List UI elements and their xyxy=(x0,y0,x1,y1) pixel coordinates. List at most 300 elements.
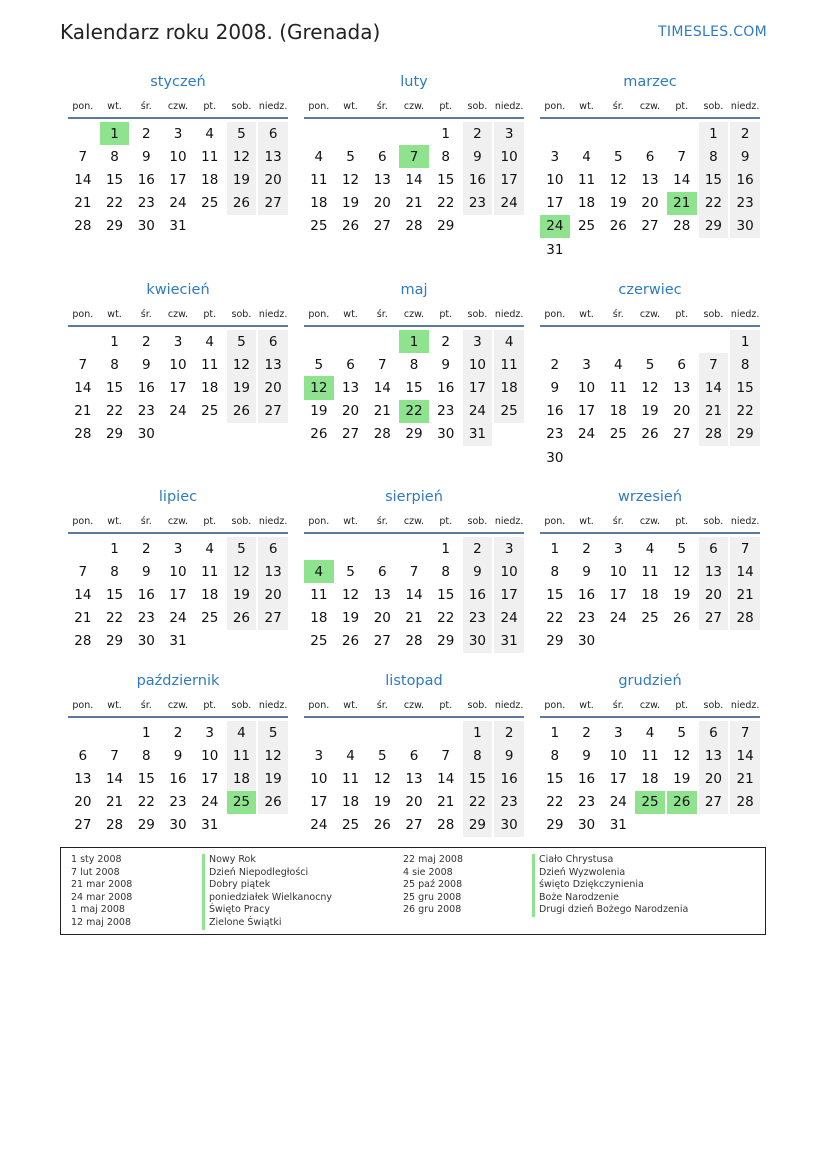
day-cell: 8 xyxy=(730,353,760,376)
weekday-label: śr. xyxy=(612,516,624,527)
day-cell: 27 xyxy=(258,192,288,215)
legend-holiday-name: Zielone Świątki xyxy=(202,917,332,930)
day-cell: 11 xyxy=(609,379,627,396)
day-cell: 21 xyxy=(730,767,760,790)
day-cell: 14 xyxy=(699,376,729,399)
day-cell: 23 xyxy=(137,195,155,212)
day-cell: 19 xyxy=(227,168,257,191)
day-cell: 7 xyxy=(78,356,88,373)
day-cell: 3 xyxy=(173,125,183,142)
site-link[interactable]: TIMESLES.COM xyxy=(658,24,767,40)
weekday-label: sob. xyxy=(467,516,488,527)
day-cell: 13 xyxy=(258,560,288,583)
header-rule xyxy=(304,117,524,119)
day-cell: 23 xyxy=(463,192,493,215)
day-cell: 24 xyxy=(169,195,187,212)
day-cell: 10 xyxy=(494,560,524,583)
day-cell: 7 xyxy=(409,563,419,580)
day-grid xyxy=(303,330,525,446)
day-cell: 20 xyxy=(373,610,391,627)
day-cell: 9 xyxy=(141,148,151,165)
weekday-label: niedz. xyxy=(730,309,760,320)
day-cell: 20 xyxy=(373,195,391,212)
weekday-label: śr. xyxy=(376,309,388,320)
day-cell: 22 xyxy=(699,192,729,215)
day-cell: 7 xyxy=(699,353,729,376)
day-cell: 12 xyxy=(258,744,288,767)
weekday-label: wt. xyxy=(343,101,358,112)
day-cell: 6 xyxy=(409,747,419,764)
day-cell: 4 xyxy=(645,540,655,557)
day-cell: 8 xyxy=(110,356,119,373)
legend-holiday-name: Ciało Chrystusa xyxy=(532,854,688,867)
day-cell: 29 xyxy=(546,633,564,650)
day-cell: 9 xyxy=(463,145,493,168)
weekday-label: śr. xyxy=(612,309,624,320)
legend-date: 24 mar 2008 xyxy=(71,891,133,903)
weekday-label: wt. xyxy=(579,101,594,112)
day-cell: 15 xyxy=(730,376,760,399)
day-cell: 5 xyxy=(227,330,257,353)
day-cell: 10 xyxy=(169,148,187,165)
day-cell: 10 xyxy=(546,171,564,188)
legend-holiday-name: Nowy Rok xyxy=(202,854,332,867)
day-cell: 18 xyxy=(310,610,328,627)
day-cell: 2 xyxy=(494,721,524,744)
day-cell: 8 xyxy=(110,148,119,165)
month-calendar xyxy=(303,281,525,446)
day-cell: 7 xyxy=(78,563,88,580)
day-cell: 17 xyxy=(609,770,627,787)
day-cell: 18 xyxy=(494,376,524,399)
day-cell: 17 xyxy=(169,379,187,396)
day-cell: 15 xyxy=(137,770,155,787)
header-rule xyxy=(304,716,524,718)
day-cell: 19 xyxy=(673,586,691,603)
day-cell: 10 xyxy=(494,145,524,168)
empty-cell xyxy=(540,330,570,353)
day-cell: 3 xyxy=(494,537,524,560)
day-cell: 20 xyxy=(341,403,360,420)
weekday-label: pon. xyxy=(544,700,566,711)
weekday-label: pon. xyxy=(544,516,566,527)
day-cell: 9 xyxy=(141,563,151,580)
day-cell: 2 xyxy=(582,724,591,741)
weekday-header xyxy=(67,516,289,532)
empty-cell xyxy=(304,537,334,560)
weekday-label: śr. xyxy=(140,309,152,320)
day-cell: 27 xyxy=(373,633,391,650)
day-cell: 3 xyxy=(463,330,493,353)
weekday-label: czw. xyxy=(167,101,189,112)
day-cell: 22 xyxy=(437,195,455,212)
header-rule xyxy=(304,325,524,327)
day-cell: 30 xyxy=(577,817,596,834)
day-cell: 31 xyxy=(201,817,219,834)
day-cell: 16 xyxy=(463,583,493,606)
day-cell: 18 xyxy=(201,586,219,603)
day-cell: 13 xyxy=(373,171,391,188)
weekday-label: pon. xyxy=(72,700,94,711)
day-cell: 3 xyxy=(494,122,524,145)
day-cell: 26 xyxy=(258,791,288,814)
day-cell: 17 xyxy=(494,583,524,606)
weekday-label: niedz. xyxy=(494,309,524,320)
day-cell: 30 xyxy=(169,817,187,834)
day-cell: 12 xyxy=(341,586,360,603)
weekday-label: wt. xyxy=(343,700,358,711)
day-cell: 5 xyxy=(677,540,686,557)
day-cell: 15 xyxy=(105,379,124,396)
day-cell: 30 xyxy=(137,633,155,650)
day-cell: 3 xyxy=(205,724,214,741)
weekday-label: pon. xyxy=(308,700,330,711)
day-cell: 26 xyxy=(373,817,391,834)
empty-cell xyxy=(336,721,366,744)
day-cell: 2 xyxy=(730,122,760,145)
weekday-label: pon. xyxy=(308,309,330,320)
day-cell: 11 xyxy=(641,563,659,580)
day-cell: 29 xyxy=(546,817,564,834)
day-cell: 1 xyxy=(730,330,760,353)
day-cell: 7 xyxy=(730,721,760,744)
day-cell: 6 xyxy=(258,537,288,560)
day-cell: 10 xyxy=(577,379,596,396)
weekday-label: pt. xyxy=(675,101,689,112)
day-cell: 28 xyxy=(730,607,760,630)
weekday-label: wt. xyxy=(579,309,594,320)
weekday-label: pon. xyxy=(72,101,94,112)
empty-cell xyxy=(336,122,366,145)
day-cell: 5 xyxy=(346,148,355,165)
month-calendar xyxy=(303,73,525,238)
weekday-label: niedz. xyxy=(258,700,288,711)
weekday-header xyxy=(67,101,289,117)
day-grid xyxy=(67,122,289,238)
day-cell: 29 xyxy=(105,426,124,443)
day-grid xyxy=(303,537,525,653)
day-cell: 27 xyxy=(699,607,729,630)
weekday-label: czw. xyxy=(403,700,425,711)
day-cell: 17 xyxy=(169,171,187,188)
day-cell: 29 xyxy=(463,814,493,837)
empty-cell xyxy=(68,721,98,744)
day-cell: 9 xyxy=(173,747,183,764)
empty-cell xyxy=(68,122,98,145)
month-name: luty xyxy=(400,74,428,90)
day-cell: 19 xyxy=(609,195,627,212)
day-cell: 8 xyxy=(441,563,450,580)
day-cell: 11 xyxy=(227,744,257,767)
day-cell: 18 xyxy=(641,586,659,603)
day-cell: 24 xyxy=(463,400,493,423)
weekday-label: wt. xyxy=(579,516,594,527)
day-cell: 7 xyxy=(110,747,119,764)
day-cell: 23 xyxy=(437,403,455,420)
month-name: kwiecień xyxy=(146,282,210,298)
month-calendar xyxy=(539,488,761,653)
empty-cell xyxy=(572,330,602,353)
day-cell: 21 xyxy=(405,610,423,627)
day-cell: 26 xyxy=(641,426,659,443)
month-name: listopad xyxy=(385,673,443,689)
day-grid xyxy=(67,330,289,446)
day-cell: 19 xyxy=(341,195,360,212)
day-cell: 13 xyxy=(74,770,92,787)
day-cell: 27 xyxy=(373,218,391,235)
day-cell: 23 xyxy=(137,403,155,420)
weekday-label: niedz. xyxy=(730,516,760,527)
weekday-label: pon. xyxy=(308,101,330,112)
day-cell: 15 xyxy=(699,168,729,191)
day-cell: 5 xyxy=(613,148,623,165)
day-cell: 8 xyxy=(409,356,419,373)
day-cell: 20 xyxy=(258,583,288,606)
month-name: październik xyxy=(136,673,220,689)
day-grid xyxy=(67,537,289,653)
day-cell: 14 xyxy=(730,560,760,583)
weekday-label: wt. xyxy=(107,700,122,711)
weekday-label: wt. xyxy=(343,516,358,527)
legend-holiday-name: Boże Narodzenie xyxy=(532,892,688,905)
weekday-label: śr. xyxy=(140,516,152,527)
day-cell: 1 xyxy=(110,333,119,350)
day-cell: 28 xyxy=(437,817,455,834)
weekday-label: czw. xyxy=(403,516,425,527)
day-cell: 1 xyxy=(463,721,493,744)
weekday-label: sob. xyxy=(703,516,724,527)
month-name: maj xyxy=(400,282,428,298)
day-cell: 10 xyxy=(201,747,219,764)
day-cell: 13 xyxy=(258,353,288,376)
day-cell: 20 xyxy=(673,403,691,420)
day-cell: 7 xyxy=(677,148,686,165)
day-cell: 20 xyxy=(74,794,92,811)
legend-date: 25 paź 2008 xyxy=(403,879,463,891)
weekday-label: sob. xyxy=(467,309,488,320)
day-cell: 22 xyxy=(730,400,760,423)
legend-names-left xyxy=(202,854,332,930)
day-cell: 9 xyxy=(582,747,591,764)
day-grid xyxy=(303,122,525,238)
day-cell: 17 xyxy=(577,403,596,420)
day-cell: 31 xyxy=(463,423,493,446)
holiday-legend xyxy=(60,847,766,935)
day-cell: 4 xyxy=(227,721,257,744)
day-cell: 27 xyxy=(74,817,92,834)
weekday-label: sob. xyxy=(231,700,252,711)
day-cell: 17 xyxy=(463,376,493,399)
weekday-label: sob. xyxy=(231,309,252,320)
day-cell: 25 xyxy=(201,195,219,212)
weekday-header xyxy=(539,700,761,716)
day-cell: 6 xyxy=(258,122,288,145)
day-cell: 4 xyxy=(582,148,591,165)
day-cell: 3 xyxy=(173,333,183,350)
day-cell: 8 xyxy=(550,747,560,764)
day-cell: 16 xyxy=(577,770,596,787)
legend-names-right xyxy=(532,854,688,917)
day-cell: 26 xyxy=(673,610,691,627)
page-title: Kalendarz roku 2008. (Grenada) xyxy=(60,20,381,44)
day-cell: 1 xyxy=(441,125,450,142)
day-cell: 28 xyxy=(74,633,92,650)
day-cell: 28 xyxy=(74,218,92,235)
day-cell: 23 xyxy=(577,610,596,627)
month-calendar xyxy=(539,281,761,469)
header-rule xyxy=(304,532,524,534)
day-cell: 11 xyxy=(310,586,328,603)
empty-cell xyxy=(367,721,397,744)
day-cell: 12 xyxy=(227,353,257,376)
day-cell: 25 xyxy=(641,610,659,627)
weekday-label: wt. xyxy=(107,516,122,527)
day-cell: 7 xyxy=(730,537,760,560)
empty-cell xyxy=(399,122,429,145)
day-cell: 15 xyxy=(463,767,493,790)
day-cell: 26 xyxy=(227,192,257,215)
holiday-day-cell: 7 xyxy=(399,145,429,168)
weekday-label: pon. xyxy=(544,101,566,112)
day-cell: 10 xyxy=(463,353,493,376)
weekday-label: sob. xyxy=(703,101,724,112)
day-cell: 18 xyxy=(577,195,596,212)
day-cell: 12 xyxy=(227,145,257,168)
month-calendar xyxy=(539,73,761,261)
day-cell: 21 xyxy=(699,400,729,423)
weekday-label: niedz. xyxy=(258,309,288,320)
day-cell: 31 xyxy=(546,241,564,258)
day-cell: 20 xyxy=(258,376,288,399)
holiday-day-cell: 21 xyxy=(667,192,697,215)
weekday-label: śr. xyxy=(376,700,388,711)
day-cell: 4 xyxy=(205,125,214,142)
day-cell: 1 xyxy=(441,540,450,557)
empty-cell xyxy=(68,330,98,353)
day-cell: 24 xyxy=(169,610,187,627)
day-cell: 11 xyxy=(201,356,219,373)
day-cell: 22 xyxy=(546,610,564,627)
day-cell: 21 xyxy=(74,403,92,420)
month-calendar xyxy=(303,488,525,653)
legend-date: 1 sty 2008 xyxy=(71,854,122,865)
day-cell: 18 xyxy=(341,794,360,811)
day-cell: 16 xyxy=(137,379,155,396)
day-cell: 14 xyxy=(74,171,92,188)
empty-cell xyxy=(635,122,665,145)
day-cell: 28 xyxy=(405,218,423,235)
day-cell: 4 xyxy=(645,724,655,741)
empty-cell xyxy=(603,122,633,145)
weekday-label: niedz. xyxy=(494,700,524,711)
day-cell: 9 xyxy=(582,563,591,580)
month-name: marzec xyxy=(623,74,677,90)
day-cell: 19 xyxy=(258,767,288,790)
day-cell: 24 xyxy=(169,403,187,420)
weekday-header xyxy=(303,309,525,325)
day-cell: 25 xyxy=(310,633,328,650)
weekday-label: czw. xyxy=(639,101,661,112)
month-name: lipiec xyxy=(158,489,198,505)
empty-cell xyxy=(699,330,729,353)
day-cell: 11 xyxy=(201,563,219,580)
day-cell: 19 xyxy=(341,610,360,627)
legend-holiday-name: święto Dziękczynienia xyxy=(532,879,688,892)
day-cell: 17 xyxy=(546,195,564,212)
day-cell: 6 xyxy=(258,330,288,353)
legend-date: 21 mar 2008 xyxy=(71,879,133,891)
day-cell: 25 xyxy=(201,403,219,420)
day-cell: 2 xyxy=(141,540,151,557)
weekday-label: czw. xyxy=(167,700,189,711)
day-cell: 16 xyxy=(730,168,760,191)
day-cell: 16 xyxy=(437,379,455,396)
empty-cell xyxy=(304,122,334,145)
day-cell: 25 xyxy=(201,610,219,627)
day-cell: 1 xyxy=(141,724,151,741)
day-cell: 8 xyxy=(110,563,119,580)
day-cell: 15 xyxy=(437,586,455,603)
day-cell: 14 xyxy=(74,379,92,396)
day-cell: 17 xyxy=(310,794,328,811)
day-cell: 15 xyxy=(546,586,564,603)
legend-date: 22 maj 2008 xyxy=(403,854,464,865)
legend-date: 4 sie 2008 xyxy=(403,866,453,878)
day-cell: 29 xyxy=(699,215,729,238)
day-grid xyxy=(303,721,525,837)
weekday-label: sob. xyxy=(467,101,488,112)
day-cell: 16 xyxy=(577,586,596,603)
legend-dates-right xyxy=(403,854,463,917)
day-cell: 15 xyxy=(105,171,124,188)
weekday-label: pt. xyxy=(439,309,453,320)
day-cell: 16 xyxy=(546,403,564,420)
day-cell: 23 xyxy=(137,610,155,627)
day-cell: 29 xyxy=(105,633,124,650)
weekday-label: czw. xyxy=(639,516,661,527)
day-cell: 5 xyxy=(227,537,257,560)
day-cell: 11 xyxy=(494,353,524,376)
day-cell: 30 xyxy=(137,218,155,235)
header-rule xyxy=(540,325,760,327)
day-cell: 7 xyxy=(441,747,450,764)
day-cell: 14 xyxy=(437,770,455,787)
day-cell: 3 xyxy=(613,724,623,741)
month-name: styczeń xyxy=(150,74,206,90)
day-cell: 11 xyxy=(201,148,219,165)
day-cell: 31 xyxy=(169,218,187,235)
day-cell: 23 xyxy=(463,607,493,630)
day-cell: 29 xyxy=(105,218,124,235)
day-cell: 26 xyxy=(341,218,360,235)
legend-holiday-name: Drugi dzień Bożego Narodzenia xyxy=(532,904,688,917)
day-cell: 21 xyxy=(437,794,455,811)
empty-cell xyxy=(399,721,429,744)
weekday-label: niedz. xyxy=(258,516,288,527)
day-cell: 13 xyxy=(258,145,288,168)
day-cell: 11 xyxy=(310,171,328,188)
header-rule xyxy=(68,117,288,119)
day-cell: 31 xyxy=(609,817,627,834)
day-cell: 3 xyxy=(582,356,591,373)
empty-cell xyxy=(635,330,665,353)
header-rule xyxy=(68,325,288,327)
day-cell: 18 xyxy=(609,403,627,420)
holiday-day-cell: 24 xyxy=(540,215,570,238)
day-cell: 18 xyxy=(227,767,257,790)
day-cell: 16 xyxy=(463,168,493,191)
day-cell: 20 xyxy=(699,583,729,606)
